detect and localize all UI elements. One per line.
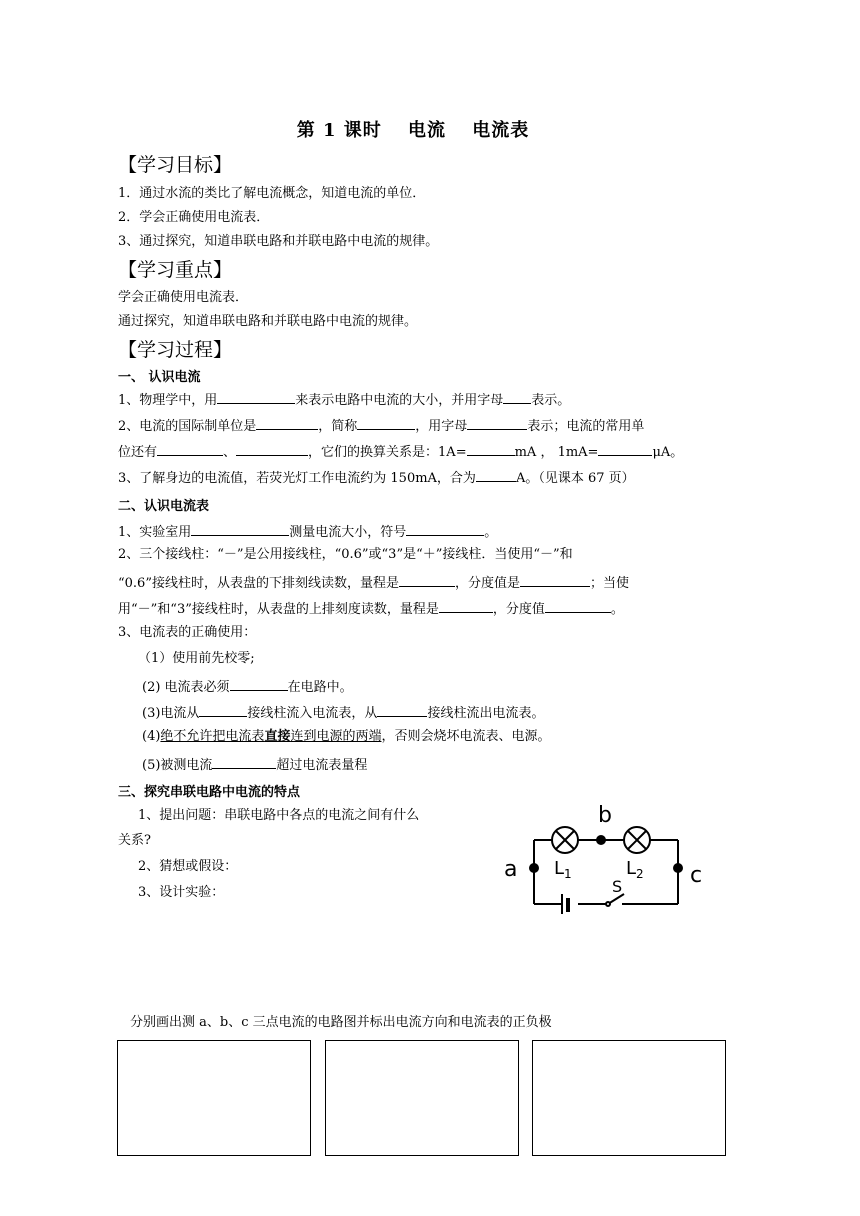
page-title: 第 1 课时 电流 电流表 [296,120,530,141]
junction-c [673,863,683,873]
fill-blank[interactable] [406,522,484,536]
usage-rule-2: (2) 电流表必须 在电路中。 [142,677,353,696]
fill-blank[interactable] [467,442,515,456]
fill-blank[interactable] [199,703,247,717]
battery-symbol [562,894,568,914]
label-a: a [504,857,518,882]
s3-question-2: 2、猜想或假设： [138,859,238,874]
lamp-2-symbol [624,827,650,853]
drawing-box-b[interactable] [325,1040,519,1156]
s2-question-1: 1、实验室用 测量电流大小，符号 。 [118,522,497,541]
fill-blank[interactable] [439,599,493,613]
section-3-heading: 三、探究串联电路中电流的特点 [118,785,301,800]
s2-question-2-line-1: 2、三个接线柱：“－”是公用接线柱，“0.6”或“3”是“＋”接线柱．当使用“－”和 [118,547,573,562]
usage-rule-4: (4)绝不允许把电流表直接连到电源的两端，否则会烧坏电流表、电源。 [142,729,551,744]
drawing-instruction: 分别画出测 a、b、c 三点电流的电路图并标出电流方向和电流表的正负极 [130,1015,552,1030]
label-c: c [690,863,703,888]
section-2-heading: 二、认识电流表 [118,499,210,514]
label-switch: S [612,877,623,896]
fill-blank[interactable] [476,468,516,482]
s2-question-3: 3、电流表的正确使用： [118,625,257,640]
fill-blank[interactable] [520,573,590,587]
s3-question-1-line-1: 1、提出问题：串联电路中各点的电流之间有什么 [138,808,420,823]
goal-item-2: 2．学会正确使用电流表． [118,210,270,225]
section-1-heading: 一、 认识电流 [118,370,201,385]
focus-item-1: 学会正确使用电流表． [118,290,249,305]
goal-item-3: 3、通过探究，知道串联电路和并联电路中电流的规律。 [118,234,439,249]
drawing-box-a[interactable] [117,1040,311,1156]
focus-heading: 【学习重点】 [118,259,233,281]
fill-blank[interactable] [217,390,295,404]
s1-question-2-line-2: 位还有 、 ，它们的换算关系是：1A= mA ， 1mA= μA。 [118,442,683,461]
s3-question-1-line-2: 关系? [118,833,151,848]
s2-question-2-line-3: 用“－”和“3”接线柱时，从表盘的上排刻度读数，量程是 ，分度值 。 [118,599,624,618]
series-circuit-diagram [498,798,718,922]
usage-rule-5: (5)被测电流 超过电流表量程 [142,755,367,774]
goal-item-1: 1．通过水流的类比了解电流概念，知道电流的单位． [118,186,426,201]
fill-blank[interactable] [399,573,455,587]
s3-question-3: 3、设计实验： [138,885,225,900]
fill-blank[interactable] [157,442,223,456]
fill-blank[interactable] [377,703,427,717]
usage-rule-3: (3)电流从 接线柱流入电流表，从 接线柱流出电流表。 [142,703,544,722]
fill-blank[interactable] [256,416,318,430]
fill-blank[interactable] [467,416,527,430]
goals-heading: 【学习目标】 [118,154,233,176]
fill-blank[interactable] [545,599,611,613]
junction-b [596,835,606,845]
fill-blank[interactable] [230,677,288,691]
fill-blank[interactable] [212,755,276,769]
label-b: b [598,803,612,828]
fill-blank[interactable] [191,522,289,536]
s1-question-3: 3、了解身边的电流值，若荧光灯工作电流约为 150mA，合为 A。（见课本 67 页） [118,468,635,487]
fill-blank[interactable] [598,442,652,456]
usage-rule-1: （1）使用前先校零; [138,651,255,666]
process-heading: 【学习过程】 [118,339,233,361]
fill-blank[interactable] [503,390,531,404]
junction-a [529,863,539,873]
drawing-box-c[interactable] [532,1040,726,1156]
s2-question-2-line-2: “0.6”接线柱时，从表盘的下排刻线读数，量程是 ，分度值是 ；当使 [118,573,629,592]
fill-blank[interactable] [236,442,308,456]
s1-question-2-line-1: 2、电流的国际制单位是 ，简称 ，用字母 表示；电流的常用单 [118,416,644,435]
label-lamp-1: $L_1$ [554,858,572,881]
s1-question-1: 1、物理学中，用 来表示电路中电流的大小，并用字母 表示。 [118,390,570,409]
fill-blank[interactable] [357,416,415,430]
focus-item-2: 通过探究，知道串联电路和并联电路中电流的规律。 [118,314,418,329]
lamp-1-symbol [552,827,578,853]
label-lamp-2: $L_2$ [626,858,644,881]
